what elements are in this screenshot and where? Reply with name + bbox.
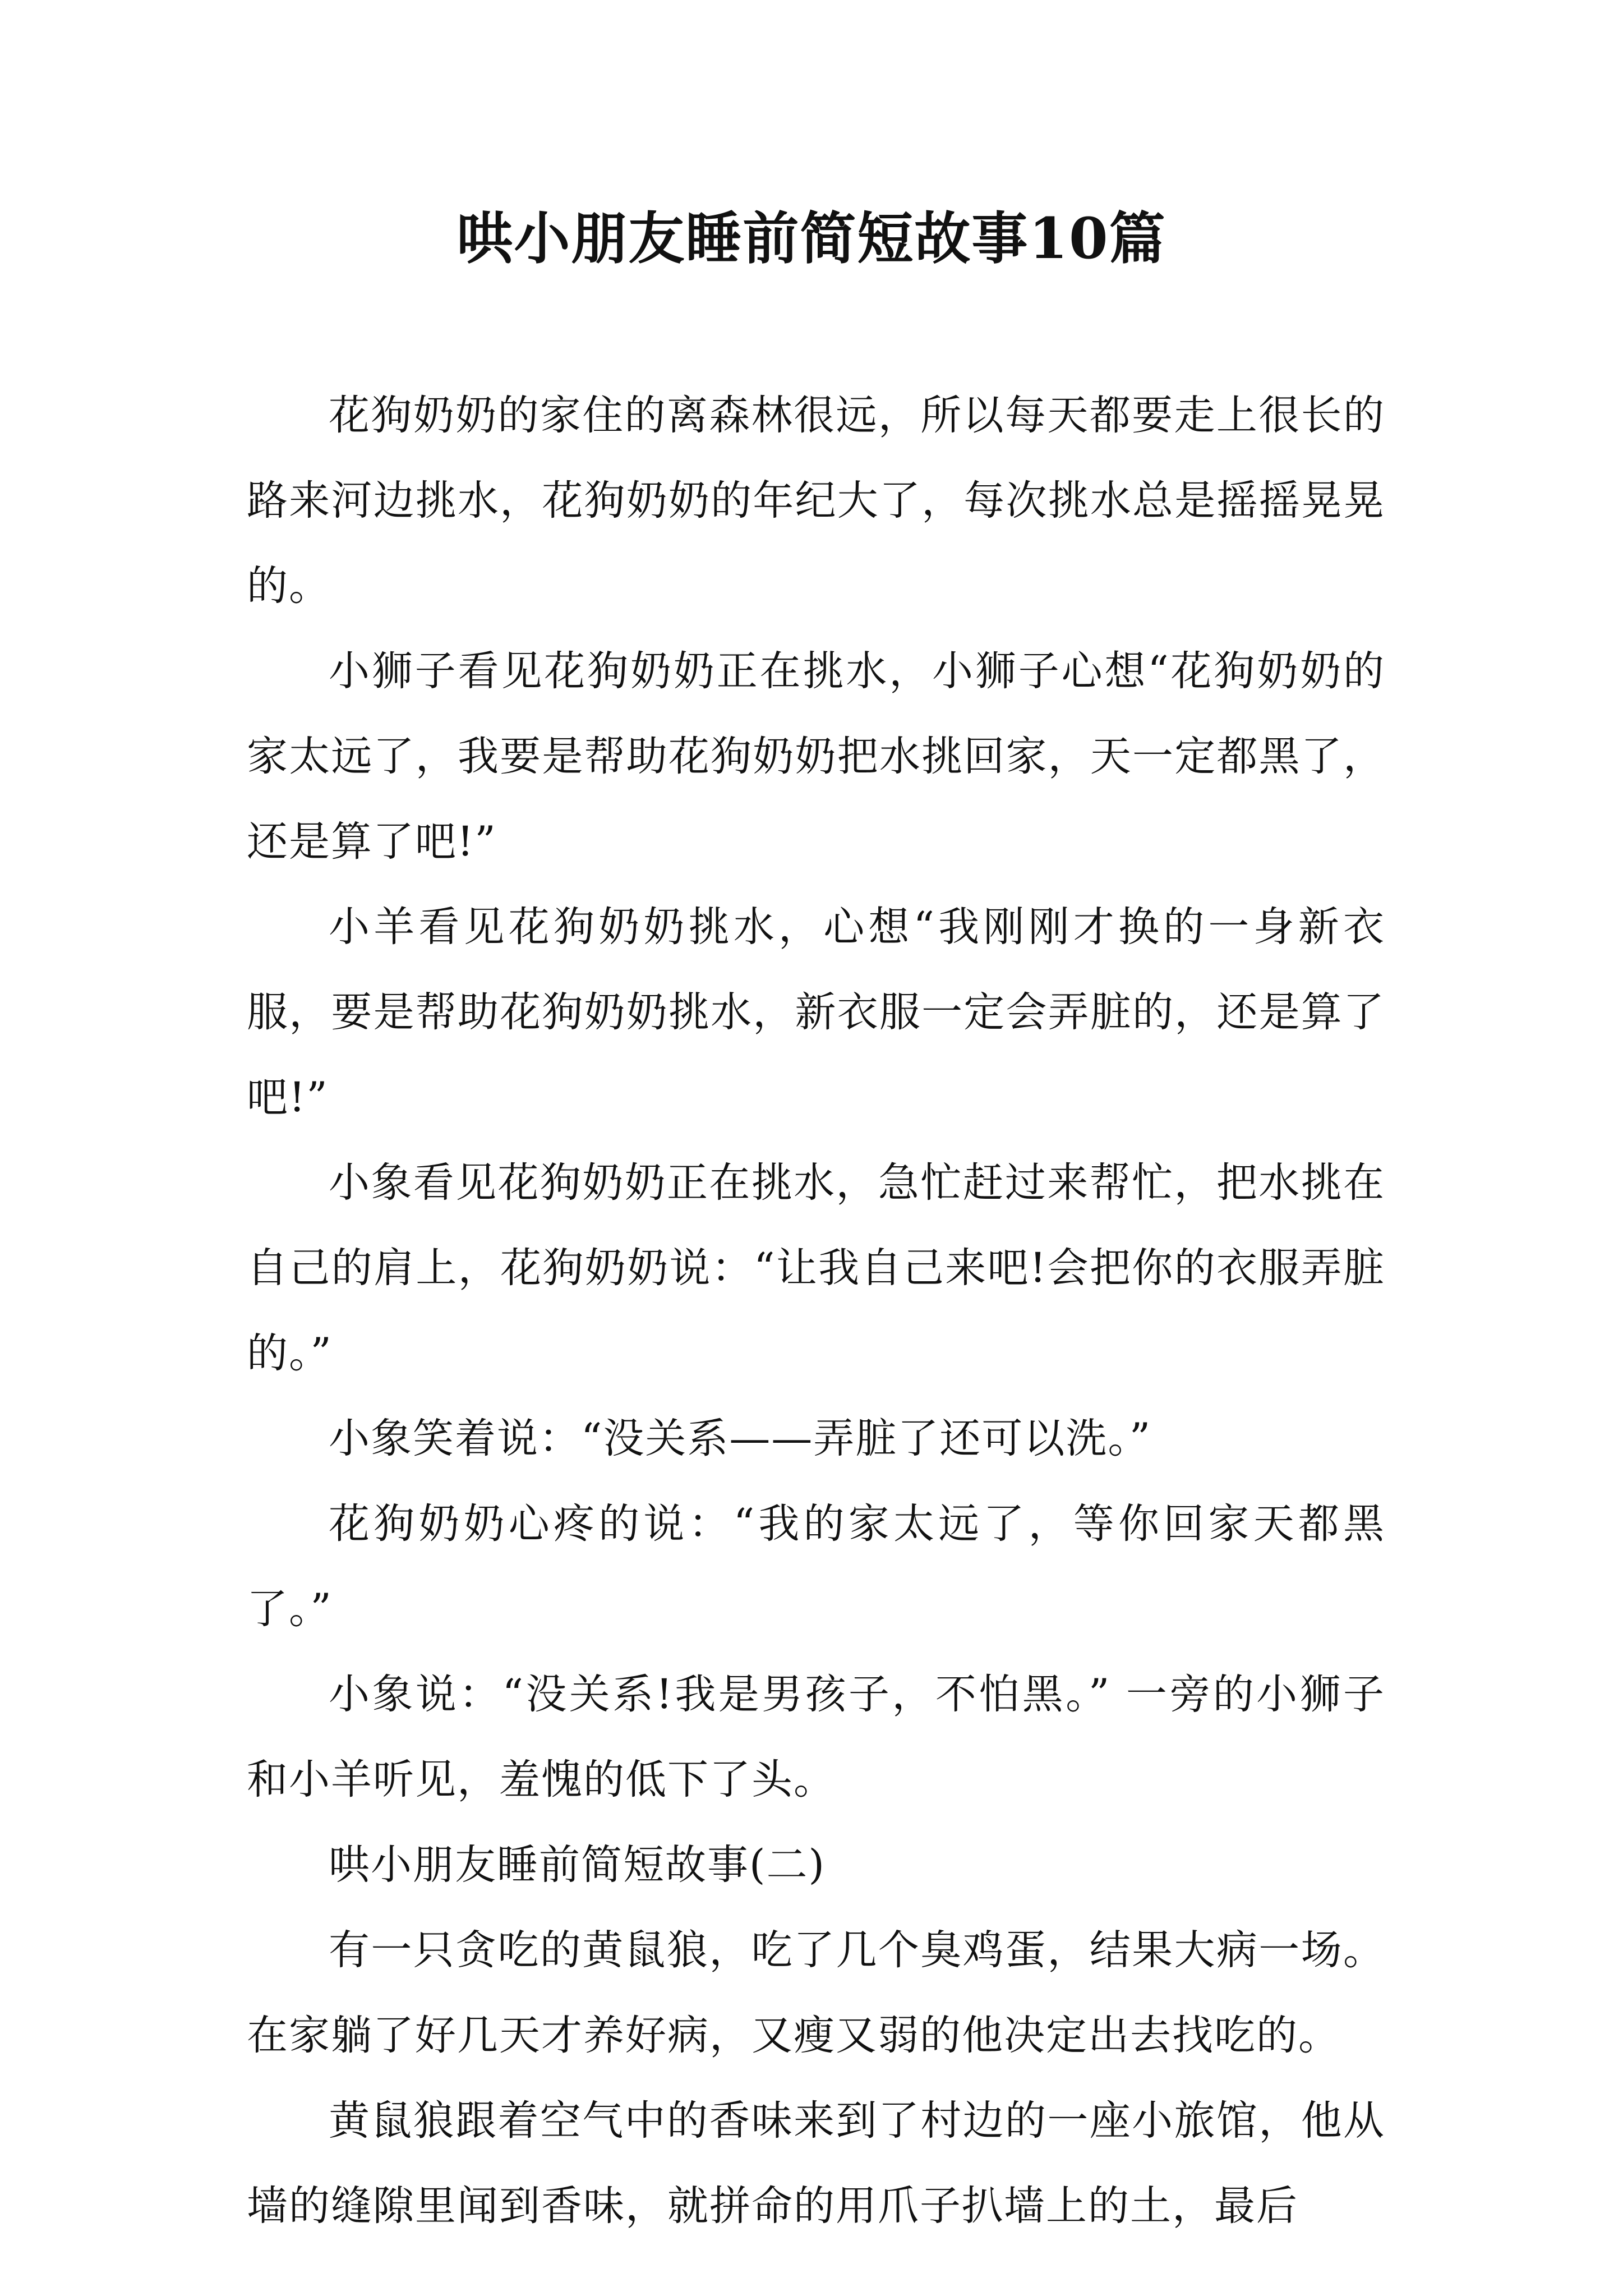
- paragraph: 小狮子看见花狗奶奶正在挑水，小狮子心想“花狗奶奶的家太远了，我要是帮助花狗奶奶把水挑回家，天一定都黑了，还是算了吧!”: [247, 647, 1385, 866]
- paragraph: 有一只贪吃的黄鼠狼，吃了几个臭鸡蛋，结果大病一场。在家躺了好几天才养好病，又瘦又弱的他决定出去找吃的。: [247, 1926, 1385, 2059]
- paragraph: 黄鼠狼跟着空气中的香味来到了村边的一座小旅馆，他从墙的缝隙里闻到香味，就拼命的用爪子扒墙上的土，最后: [247, 2097, 1385, 2230]
- document-body: [247, 373, 1385, 2249]
- paragraph: 小象笑着说：“没关系——弄脏了还可以洗。”: [329, 1415, 1152, 1462]
- paragraph: 小象看见花狗奶奶正在挑水，急忙赶过来帮忙，把水挑在自己的肩上，花狗奶奶说：“让我自己来吧!会把你的衣服弄脏的。”: [247, 1159, 1385, 1377]
- paragraph: 花狗奶奶心疼的说：“我的家太远了，等你回家天都黑了。”: [247, 1500, 1385, 1633]
- paragraph: 花狗奶奶的家住的离森林很远，所以每天都要走上很长的路来河边挑水，花狗奶奶的年纪大了，每次挑水总是摇摇晃晃的。: [247, 392, 1385, 610]
- section-heading: 哄小朋友睡前简短故事(二): [329, 1841, 826, 1889]
- paragraph: 小羊看见花狗奶奶挑水，心想“我刚刚才换的一身新衣服，要是帮助花狗奶奶挑水，新衣服一定会弄脏的，还是算了吧!”: [247, 903, 1385, 1121]
- paragraph: 小象说：“没关系!我是男孩子，不怕黑。” 一旁的小狮子和小羊听见，羞愧的低下了头。: [247, 1671, 1385, 1803]
- document-title: 哄小朋友睡前简短故事10篇: [457, 205, 1166, 272]
